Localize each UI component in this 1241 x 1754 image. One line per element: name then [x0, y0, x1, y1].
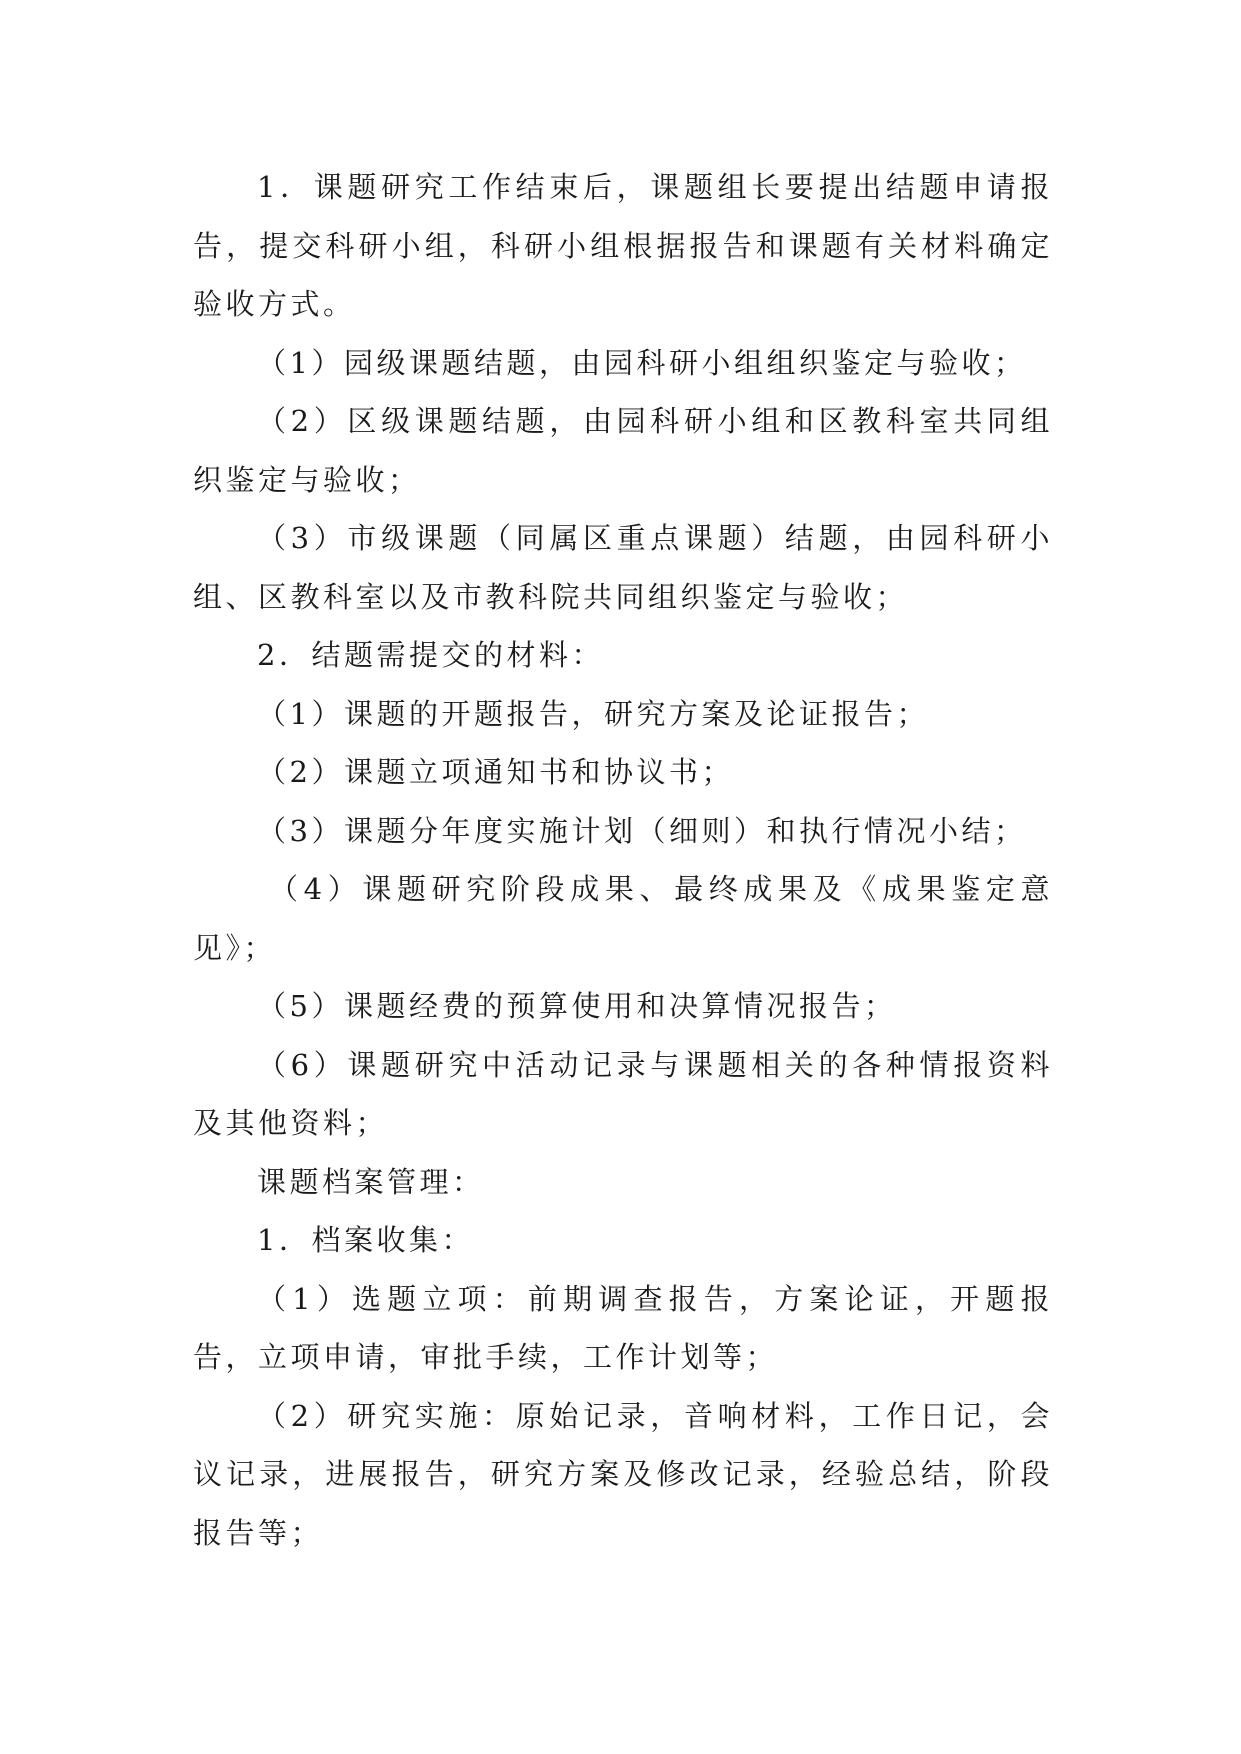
- paragraph-archive-topic-selection: （1）选题立项：前期调查报告，方案论证，开题报告，立项申请，审批手续，工作计划等；: [193, 1281, 1053, 1374]
- document-body: [193, 158, 1053, 1562]
- paragraph-material-1: （1）课题的开题报告，研究方案及论证报告；: [257, 696, 929, 731]
- paragraph-archive-heading: 课题档案管理：: [257, 1164, 485, 1199]
- paragraph-material-3: （3）课题分年度实施计划（细则）和执行情况小结；: [257, 813, 1027, 848]
- paragraph-material-4: （4）课题研究阶段成果、最终成果及《成果鉴定意见》；: [193, 872, 1053, 965]
- paragraph-district-level: （2）区级课题结题，由园科研小组和区教科室共同组织鉴定与验收；: [193, 404, 1053, 497]
- paragraph-closing-application: 1．课题研究工作结束后，课题组长要提出结题申请报告，提交科研小组，科研小组根据报告和课题有关材料确定验收方式。: [193, 170, 1053, 321]
- paragraph-kindergarten-level: （1）园级课题结题，由园科研小组组织鉴定与验收；: [257, 345, 1027, 380]
- paragraph-archive-collection: 1．档案收集：: [257, 1223, 474, 1257]
- paragraph-material-5: （5）课题经费的预算使用和决算情况报告；: [257, 989, 897, 1023]
- paragraph-material-6: （6）课题研究中活动记录与课题相关的各种情报资料及其他资料；: [193, 1047, 1053, 1140]
- paragraph-materials-heading: 2．结题需提交的材料：: [257, 638, 604, 672]
- paragraph-city-level: （3）市级课题（同属区重点课题）结题，由园科研小组、区教科室以及市教科院共同组织鉴定与验收；: [193, 521, 1053, 614]
- paragraph-archive-research-implementation: （2）研究实施：原始记录，音响材料，工作日记，会议记录，进展报告，研究方案及修改记录，经验总结，阶段报告等；: [193, 1398, 1053, 1550]
- paragraph-material-2: （2）课题立项通知书和协议书；: [257, 755, 734, 789]
